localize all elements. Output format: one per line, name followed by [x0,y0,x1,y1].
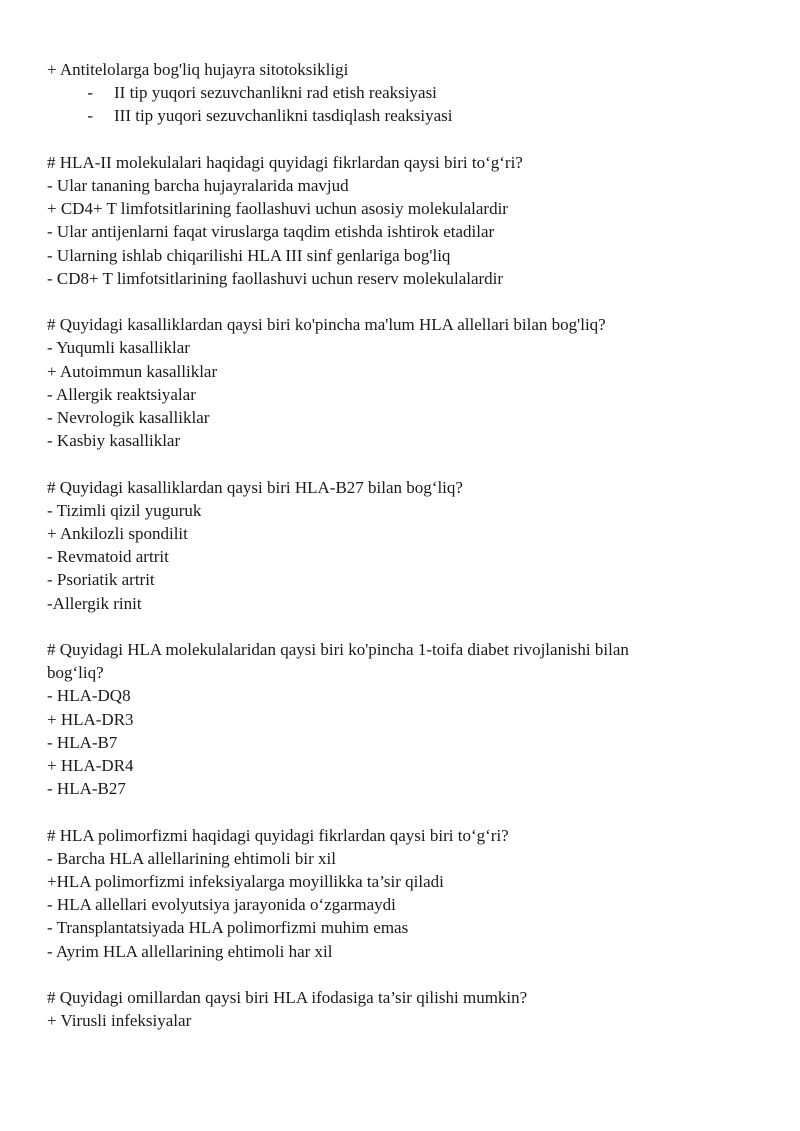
answer-option: - Revmatoid artrit [47,547,169,567]
spacer [47,615,767,638]
answer-option: -Allergik rinit [47,593,142,613]
answer-option: - Ularning ishlab chiqarilishi HLA III sinf genlariga bog'liq [47,245,451,265]
answer-option: - CD8+ T limfotsitlarining faollashuvi uchun reserv molekulalardir [47,268,504,288]
answer-option: - Barcha HLA allellarining ehtimoli bir xil [47,848,336,868]
question-text: # Quyidagi HLA molekulalaridan qaysi biri ko'pincha 1-toifa diabet rivojlanishi bilan [47,640,629,660]
answer-option: - Psoriatik artrit [47,570,155,590]
question-text-continued: bog‘liq? [47,663,104,683]
question-text: # Quyidagi kasalliklardan qaysi biri ko'pincha ma'lum HLA allellari bilan bog'liq? [47,315,606,335]
answer-option: + Autoimmun kasalliklar [47,361,218,381]
intro-subitem [47,104,767,127]
answer-option: - HLA allellari evolyutsiya jarayonida o‘zgarmaydi [47,895,396,915]
answer-option: + CD4+ T limfotsitlarining faollashuvi uchun asosiy molekulalardir [47,199,508,219]
question-text: # Quyidagi kasalliklardan qaysi biri HLA-B27 bilan bog‘liq? [47,477,463,497]
answer-option: - Ayrim HLA allellarining ehtimoli har xil [47,941,333,961]
answer-option: - Ular tananing barcha hujayralarida mavjud [47,176,349,195]
answer-option: - Yuqumli kasalliklar [47,338,190,358]
answer-option: +HLA polimorfizmi infeksiyalarga moyillikka ta’sir qiladi [47,872,444,892]
answer-option: - Kasbiy kasalliklar [47,431,181,451]
question-text: # HLA-II molekulalari haqidagi quyidagi fikrlardan qaysi biri to‘g‘ri? [47,152,523,172]
answer-option: - Ular antijenlarni faqat viruslarga taqdim etishda ishtirok etadilar [47,222,495,242]
spacer [47,452,767,475]
answer-option: + Ankilozli spondilit [47,524,188,544]
subitem-dash: - [87,83,93,103]
question-text: # HLA polimorfizmi haqidagi quyidagi fikrlardan qaysi biri to‘g‘ri? [47,825,509,845]
answer-option: + HLA-DR3 [47,709,134,729]
intro-answer-line: + Antitelolarga bog'liq hujayra sitotoksikligi [47,60,349,79]
spacer [47,800,767,823]
answer-option: - Nevrologik kasalliklar [47,408,210,428]
answer-option: - Tizimli qizil yuguruk [47,500,202,520]
answer-option: - HLA-B7 [47,732,118,752]
answer-option: + HLA-DR4 [47,756,134,776]
answer-option: - HLA-DQ8 [47,686,131,706]
spacer [47,290,767,313]
subitem-text: III tip yuqori sezuvchanlikni tasdiqlash reaksiyasi [114,106,453,126]
intro-subitem [47,81,767,104]
answer-option: - Transplantatsiyada HLA polimorfizmi muhim emas [47,918,409,938]
subitem-dash: - [87,106,93,126]
subitem-text: II tip yuqori sezuvchanlikni rad etish reaksiyasi [114,83,437,103]
spacer [47,128,767,151]
answer-option: - Allergik reaktsiyalar [47,384,196,404]
question-text: # Quyidagi omillardan qaysi biri HLA ifodasiga ta’sir qilishi mumkin? [47,988,528,1008]
answer-option: + Virusli infeksiyalar [47,1011,192,1031]
spacer [47,963,767,986]
document-page [47,58,767,1032]
answer-option: - HLA-B27 [47,779,126,799]
